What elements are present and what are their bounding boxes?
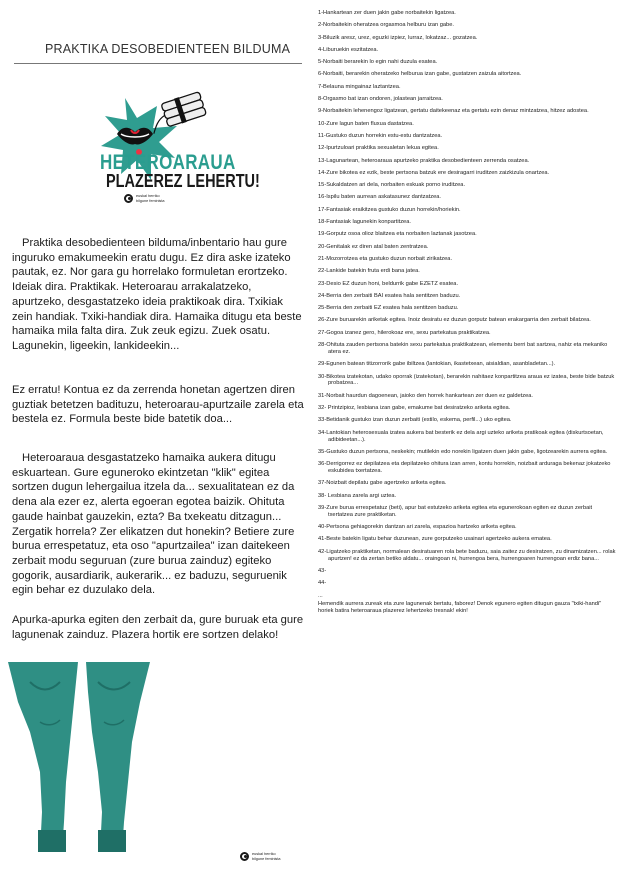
list-item: 44- bbox=[318, 580, 327, 587]
closing-paragraph: Apurka-apurka egiten den zerbait da, gure buruak eta gure lagunenak zainduz. Plazera hortik ere sortzen delako! bbox=[12, 614, 304, 641]
list-item: 36-Derrigorrez ez depilatzea eta depilatzeko ohitura izan arren, kontu horrekin, noizbait arduraga bekenaz jokatzeko eskubidea txertatzea. bbox=[318, 461, 611, 475]
list-item: 11-Gustuko duzun horrekin estu-estu dantzatzea. bbox=[318, 132, 443, 139]
list-item: 42-Ligatzeko praktiketan, normalean desiratuaren rola bete baduzu, saia zaitez zu desiratzen, zu dinamizatzen... rolak apurtzen! ez da zertan betiko aldatu... oraingoan ni, hurrengoa bera, hurrengoaren hurrengoan erdiz bana... bbox=[318, 548, 616, 562]
practices-list-column bbox=[318, 10, 618, 615]
list-item: 25-Berria den zerbaiti EZ esatea hala sentitzen baduzu. bbox=[318, 305, 459, 312]
list-item: 40-Pertsona gehiagorekin dantzan ari zarela, espazioa hartzeko ariketa egitea. bbox=[318, 524, 517, 531]
list-item: 28-Ohituta zauden pertsona batekin sexu partekatua praktikatzean, elementu berri bat sartzea, nahiz eta mekaniko atera ez. bbox=[318, 342, 608, 355]
list-item: 32- Printzipioz, lesbiana izan gabe, emakume bat desiratzeko ariketa egitea. bbox=[318, 405, 511, 412]
list-item: 15-Sukaldatzen ari dela, norbaiten eskuak porno iruditzea. bbox=[318, 182, 466, 189]
brand-logo bbox=[124, 194, 182, 203]
logo-headline: HETEROARAUA bbox=[100, 150, 236, 174]
list-item: 14-Zure bikotea ez ezik, beste pertsona batzuk ere desiragarri iruditzen zaizkizula onartzea. bbox=[318, 169, 550, 176]
footer-brand-logo bbox=[240, 852, 298, 861]
list-item: 43- bbox=[318, 567, 327, 574]
list-item: 3-Biluzik aresz, urez, eguzki izpiez, lurraz, lokatzaz... gozatzea. bbox=[318, 34, 478, 41]
list-item: 23-Desio EZ duzun honi, beldurrik gabe EZETZ esatea. bbox=[318, 280, 459, 287]
list-item: 20-Genitalak ez diren atal baten zentratzea. bbox=[318, 243, 429, 250]
list-item: 9-Norbaitekin lehenengoz ligatzean, gertatu daitekeenaz eta gertatu ezin denaz mintzatzea, hitzez adostea. bbox=[318, 108, 589, 115]
list-item: 12-Ipurtzuloari praktika sexualetan lekua egitea. bbox=[318, 145, 439, 152]
list-item: 29-Egunen batean titizorrorik gabe ibiltzea (lantokian, ikastetxean, aisialdian, asanbladetan...). bbox=[318, 361, 556, 368]
list-item: 41-Beste batekin ligatu behar duzunean, zure gorputzeko usainari agertzeko aukera ematea. bbox=[318, 536, 552, 543]
intro-paragraph: Praktika desobedienteen bilduma/inbentario hau gure inguruko emakumeekin eratu dugu. Ez dira aske izateko pautak, ez. Nor gara gu horrelako formuletan erortzeko. Ideiak dira. Praktikak. Heteroarau arrakalatzeko, apurtzeko, desgastatzeko ideia praktikoak dira. Txikiak zein handiak. Txiki-handiak dira. Hamaika ditugu eta beste hamaika mila falta dira. Zuk zeuk egizu. Zuek osatu. Lagunekin, ligeekin, lankideekin... bbox=[12, 237, 302, 352]
list-item: 6-Norbaiti, berarekin oheratzeko helburua izan gabe, gustatzen zaizula aitortzea. bbox=[318, 71, 522, 78]
list-item: 30-Bikotea izatekotan, udako oporrak (izatekotan), berarekin nahitaez konpartitzea araua ez izatea, beste bide batzuk probatzea... bbox=[318, 373, 615, 387]
list-item: 38- Lesbiana zarela argi uztea. bbox=[318, 492, 397, 499]
list-item: 19-Gorputz osoa olioz blaitzea eta norbaiten laztanak jasotzea. bbox=[318, 231, 477, 238]
brand-text: euskal herriko bilgune feminista bbox=[252, 852, 281, 861]
list-item: 13-Lagunartean, heteroaraua apurtzeko praktika desobedienteen zerrenda osatzea. bbox=[318, 157, 530, 164]
list-item: 22-Lankide batekin fruta erdi bana jatea. bbox=[318, 268, 420, 275]
list-item: 37-Noizbait depilatu gabe agertzeko ariketa egitea. bbox=[318, 480, 447, 487]
list-item: 7-Belauna mingainaz laztantzea. bbox=[318, 83, 401, 90]
list-item: 31-Norbait haurdun dagoenean, jaioko den horrek hankartean zer duen ez galdetzea. bbox=[318, 392, 534, 399]
list-item: 2-Norbaitekin oheratzea orgasmoa helburu izan gabe. bbox=[318, 22, 454, 29]
brand-mark-icon bbox=[240, 852, 249, 861]
list-item: 26-Zure buruarekin ariketak egitea. Inoiz desiratu ez duzun gorputz batean erakargarria den zerbait bilatzea. bbox=[318, 317, 591, 324]
closing-note: Hemendik aurrera zureak eta zure lagunenak bertatu, faborez! Denok egunero egiten ditugun gauza "txiki-handi" horiek batira heteroaraua plazerez lehertzeko tresnak! ekin! bbox=[318, 601, 602, 615]
practices-list bbox=[318, 10, 618, 587]
list-ellipsis: ... bbox=[318, 592, 323, 599]
brand-mark-icon bbox=[124, 194, 133, 203]
list-item: 39-Zure burua errespetatuz (beti), apur bat estutzeko ariketa egitea eta egunerokoan egiten ez duzun zerbait txertatzea zure praktiketan. bbox=[318, 504, 593, 518]
list-item: 21-Mozorrotzea eta gustuko duzun norbait zirikatzea. bbox=[318, 255, 453, 262]
brand-text: euskal herriko bilgune feminista bbox=[136, 194, 165, 203]
explanation-paragraph: Heteroaraua desgastatzeko hamaika aukera ditugu eskuartean. Gure eguneroko ekintzetan "klik" egitea sortzen dugun lehergailua itzela da... sexualitatean ez da dena ala ezer ez, alerta egoeran egotea baizik. Ohituta gaude hainbat gauzekin, ezta? Ba txekeatu ditzagun... Zergatik horrela? Zer elikatzen dut honekin? Betiere zure burua errespetatuz, eta oso "apurtzailea" izan daitekeen zerbait modu seguruan (zure burua zainduz) egiteko gogorik, ausardiarik, aukerarik... ez baduzu, seguruenik egin behar ez duzulako dela. bbox=[12, 452, 295, 597]
list-item: 18-Fantasiak lagunekin konpartitzea. bbox=[318, 219, 411, 226]
list-item: 1-Hankartean zer duen jakin gabe norbaitekin ligatzea. bbox=[318, 10, 456, 16]
list-item: 4-Liburuekin eszitatzea. bbox=[318, 46, 379, 53]
list-item: 35-Gustuko duzun pertsona, neskekin; mutilekin edo norekin ligatzen duen jakin gabe, ligotzearekin aurrera egitea. bbox=[318, 448, 608, 455]
list-item: 10-Zure lagun baten fluxua dastatzea. bbox=[318, 120, 414, 127]
title-divider bbox=[14, 63, 302, 64]
page-title: PRAKTIKA DESOBEDIENTEEN BILDUMA bbox=[45, 42, 291, 56]
list-item: 33-Betidanik gustuko izan duzun zerbaiti (estilo, eskema, perfil...) uko egitea. bbox=[318, 417, 512, 424]
list-item: 17-Fantasiak eraikitzea gustuko duzun horrekin/horiekin. bbox=[318, 206, 461, 213]
legs-illustration-icon bbox=[0, 662, 162, 852]
list-item: 5-Norbaiti berarekin lo egin nahi duzula esatea. bbox=[318, 59, 438, 66]
list-item: 16-Ispilu baten aurrean askatasunez dantzatzea. bbox=[318, 194, 441, 201]
list-item: 27-Gogoa izanez gero, hilerokoaz ere, sexu partekatua praktikatzea. bbox=[318, 329, 491, 336]
logo-subheadline: PLAZEREZ LEHERTU! bbox=[106, 172, 260, 192]
warning-paragraph: Ez erratu! Kontua ez da zerrenda honetan agertzen diren guztiak betetzen badituzu, heteroarau-apurtzaile zarela eta bestela ez. Formula beste bide batetik doa... bbox=[12, 384, 304, 426]
list-item: 34-Lantokian heterosexuala izatea aukera bat besterik ez dela argi uzteko ariketa pratikoak egitea (diskurtsoetan, adibideetan...). bbox=[318, 429, 604, 443]
list-item: 8-Orgasmo bat izan ondoren, jolastean jarraitzea. bbox=[318, 96, 443, 103]
list-item: 24-Berria den zerbaiti BAI esatea hala sentitzen baduzu. bbox=[318, 292, 461, 299]
